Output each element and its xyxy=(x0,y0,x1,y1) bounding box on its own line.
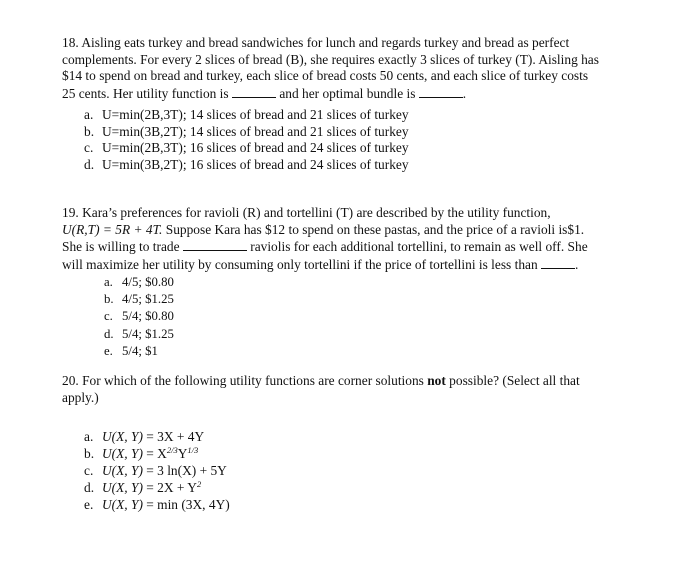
option-formula xyxy=(102,480,201,495)
question-20-line-1-part-a: 20. For which of the following utility functions are corner solutions xyxy=(62,373,428,388)
option-formula xyxy=(102,429,204,444)
option-text: 5/4; $1.25 xyxy=(122,326,174,341)
option-item[interactable] xyxy=(104,326,642,343)
option-item[interactable] xyxy=(84,479,642,496)
option-text: U=min(2B,3T); 16 slices of bread and 24 slices of turkey xyxy=(102,140,409,155)
option-item[interactable] xyxy=(104,274,642,291)
question-19-line-3 xyxy=(62,238,642,256)
formula-rhs: = min (3X, 4Y) xyxy=(142,497,230,512)
exponent: 2/3 xyxy=(166,445,178,455)
formula-rhs: = 3X + 4Y xyxy=(142,429,205,444)
option-text: U=min(3B,2T); 14 slices of bread and 21 slices of turkey xyxy=(102,123,409,139)
option-item[interactable] xyxy=(84,445,642,462)
question-20-options xyxy=(84,428,642,513)
option-letter: a. xyxy=(84,429,94,444)
question-18-line-3: $14 to spend on bread and turkey, each slice of bread costs 50 cents, and each slice of turkey costs xyxy=(62,68,589,83)
option-item[interactable] xyxy=(104,308,642,325)
option-letter: b. xyxy=(104,292,114,307)
option-text: 4/5; $0.80 xyxy=(122,275,174,289)
option-formula xyxy=(102,463,227,478)
question-18-line-2: complements. For every 2 slices of bread (B), she requires exactly 3 slices of turkey (T). Aisling has xyxy=(62,51,599,67)
question-19-line-2 xyxy=(62,222,642,239)
emphasis-not: not xyxy=(427,373,446,388)
question-18-line-4-part-c: . xyxy=(462,85,467,101)
question-18-line-1: 18. Aisling eats turkey and bread sandwiches for lunch and regards turkey and bread as perfect xyxy=(62,35,570,50)
question-19-line-4-part-a: will maximize her utility by consuming only tortellini if the price of tortellini is less than xyxy=(62,256,542,272)
option-letter: b. xyxy=(84,446,95,461)
option-item[interactable] xyxy=(84,428,642,445)
option-item[interactable] xyxy=(104,291,642,308)
option-letter: c. xyxy=(84,140,94,155)
option-item[interactable] xyxy=(104,343,642,360)
exponent: 1/3 xyxy=(187,445,199,455)
question-19 xyxy=(62,205,642,360)
formula-rhs: = 3 ln(X) + 5Y xyxy=(142,463,227,478)
formula-lhs: U(X, Y) xyxy=(102,446,143,461)
formula-lhs: U(X, Y) xyxy=(102,480,143,495)
answer-blank xyxy=(419,85,463,98)
option-letter: c. xyxy=(104,309,113,324)
utility-function: U(R,T) = 5R + 4T. xyxy=(62,221,163,237)
question-19-line-1: 19. Kara’s preferences for ravioli (R) and tortellini (T) are described by the utility function, xyxy=(62,205,551,220)
option-item[interactable] xyxy=(84,462,642,479)
question-20-line-2: apply.) xyxy=(62,389,99,405)
option-letter: a. xyxy=(84,107,94,122)
answer-blank xyxy=(232,85,276,98)
formula-rhs: = 2X + Y xyxy=(142,480,197,495)
option-letter: b. xyxy=(84,123,95,139)
option-text: U=min(3B,2T); 16 slices of bread and 24 slices of turkey xyxy=(102,156,409,172)
question-19-line-4-part-b: . xyxy=(575,256,579,272)
option-letter: a. xyxy=(104,275,113,289)
option-item[interactable] xyxy=(84,157,642,174)
option-text: U=min(2B,3T); 14 slices of bread and 21 slices of turkey xyxy=(102,107,409,122)
question-19-stem xyxy=(62,205,642,273)
option-text: 4/5; $1.25 xyxy=(122,292,174,307)
option-item[interactable] xyxy=(84,124,642,141)
question-18-line-4 xyxy=(62,85,642,103)
question-20-stem xyxy=(62,373,642,406)
exponent: 2 xyxy=(196,479,202,489)
formula-rhs: = X xyxy=(142,446,167,461)
option-letter: e. xyxy=(84,497,94,512)
option-letter: d. xyxy=(84,156,95,172)
option-text: 5/4; $0.80 xyxy=(122,309,174,324)
option-letter: d. xyxy=(84,480,95,495)
option-letter: e. xyxy=(104,343,113,358)
answer-blank xyxy=(183,238,247,251)
question-18-line-4-part-a: 25 cents. Her utility function is xyxy=(62,85,232,101)
question-20 xyxy=(62,373,642,513)
question-20-line-1 xyxy=(62,373,642,390)
option-letter: d. xyxy=(104,326,114,341)
formula-lhs: U(X, Y) xyxy=(102,497,143,512)
question-19-line-4 xyxy=(62,256,642,274)
option-formula xyxy=(102,446,198,461)
question-19-options xyxy=(104,274,642,360)
option-item[interactable] xyxy=(84,496,642,513)
answer-blank xyxy=(541,256,575,269)
option-item[interactable] xyxy=(84,107,642,124)
question-19-line-2-rest: Suppose Kara has $12 to spend on these pastas, and the price of a ravioli is$1. xyxy=(162,221,585,237)
formula-lhs: U(X, Y) xyxy=(102,429,143,444)
question-20-line-1-part-b: possible? (Select all that xyxy=(445,373,580,388)
option-text: 5/4; $1 xyxy=(122,343,158,358)
option-item[interactable] xyxy=(84,140,642,157)
formula-lhs: U(X, Y) xyxy=(102,463,143,478)
option-letter: c. xyxy=(84,463,94,478)
question-18-stem xyxy=(62,35,642,102)
question-18 xyxy=(62,35,642,173)
question-18-options xyxy=(84,107,642,173)
question-19-line-3-part-a: She is willing to trade xyxy=(62,239,183,254)
option-formula xyxy=(102,497,230,512)
question-18-line-4-part-b: and her optimal bundle is xyxy=(275,85,419,101)
question-19-line-3-part-b: raviolis for each additional tortellini, to remain as well off. She xyxy=(246,239,588,254)
formula-mid: Y xyxy=(177,446,188,461)
